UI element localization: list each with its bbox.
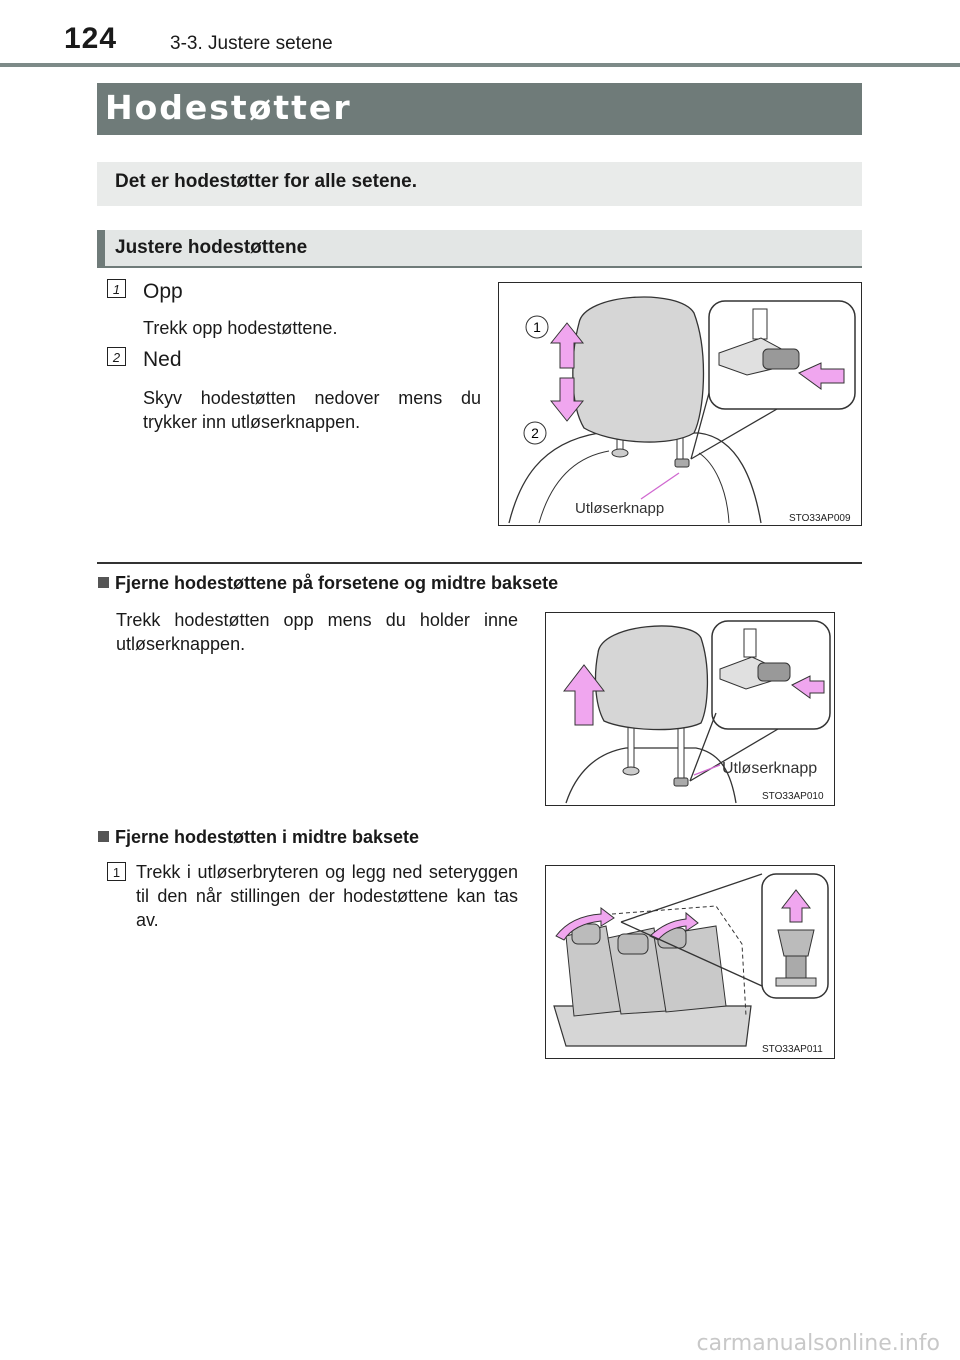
step-title-up: Opp xyxy=(143,280,183,303)
header-rule xyxy=(0,63,960,67)
subsection-title: Justere hodestøttene xyxy=(115,237,308,258)
page-title: Hodestøtter xyxy=(105,88,352,127)
fig1-code: STO33AP009 xyxy=(789,513,851,524)
step-title-down: Ned xyxy=(143,348,182,371)
fig2-code: STO33AP010 xyxy=(762,791,824,802)
step-number-middle-1: 1 xyxy=(107,862,126,881)
step-number-1: 1 xyxy=(107,279,126,298)
fig3-code: STO33AP011 xyxy=(762,1044,823,1055)
watermark: carmanualsonline.info xyxy=(696,1331,940,1356)
page-number: 124 xyxy=(64,22,118,55)
step-number-2: 2 xyxy=(107,347,126,366)
front-seats-text: Trekk hodestøtten opp mens du holder inne utløserknappen. xyxy=(116,610,518,654)
front-headrest-remove-illustration xyxy=(546,613,834,805)
middle-seat-heading xyxy=(98,827,419,848)
bullet-square-icon xyxy=(98,831,109,842)
front-seats-heading-text: Fjerne hodestøttene på forsetene og midtre baksete xyxy=(115,573,559,593)
middle-seat-heading-text: Fjerne hodestøtten i midtre baksete xyxy=(115,827,420,847)
middle-seat-text: Trekk i utløserbryteren og legg ned seteryggen til den når stillingen der hodestøttene kan tas av. xyxy=(136,862,518,930)
figure-middle-headrest-remove xyxy=(545,865,835,1059)
fig2-callout: Utløserknapp xyxy=(722,760,818,777)
fig1-label-1: 1 xyxy=(533,319,541,335)
fig1-callout: Utløserknapp xyxy=(575,500,665,517)
figure-headrest-adjust xyxy=(498,282,862,526)
middle-headrest-remove-illustration xyxy=(546,866,834,1058)
step-text-up: Trekk opp hodestøttene. xyxy=(143,318,338,338)
headrest-adjust-illustration xyxy=(499,283,861,525)
front-seats-heading xyxy=(98,573,558,594)
section-divider xyxy=(97,562,862,564)
intro-text: Det er hodestøtter for alle setene. xyxy=(115,171,417,192)
section-label: 3-3. Justere setene xyxy=(170,33,333,54)
figure-front-headrest-remove xyxy=(545,612,835,806)
step-text-down: Skyv hodestøtten nedover mens du trykker inn utløserknappen. xyxy=(143,388,481,432)
fig1-label-2: 2 xyxy=(531,425,539,441)
bullet-square-icon xyxy=(98,577,109,588)
